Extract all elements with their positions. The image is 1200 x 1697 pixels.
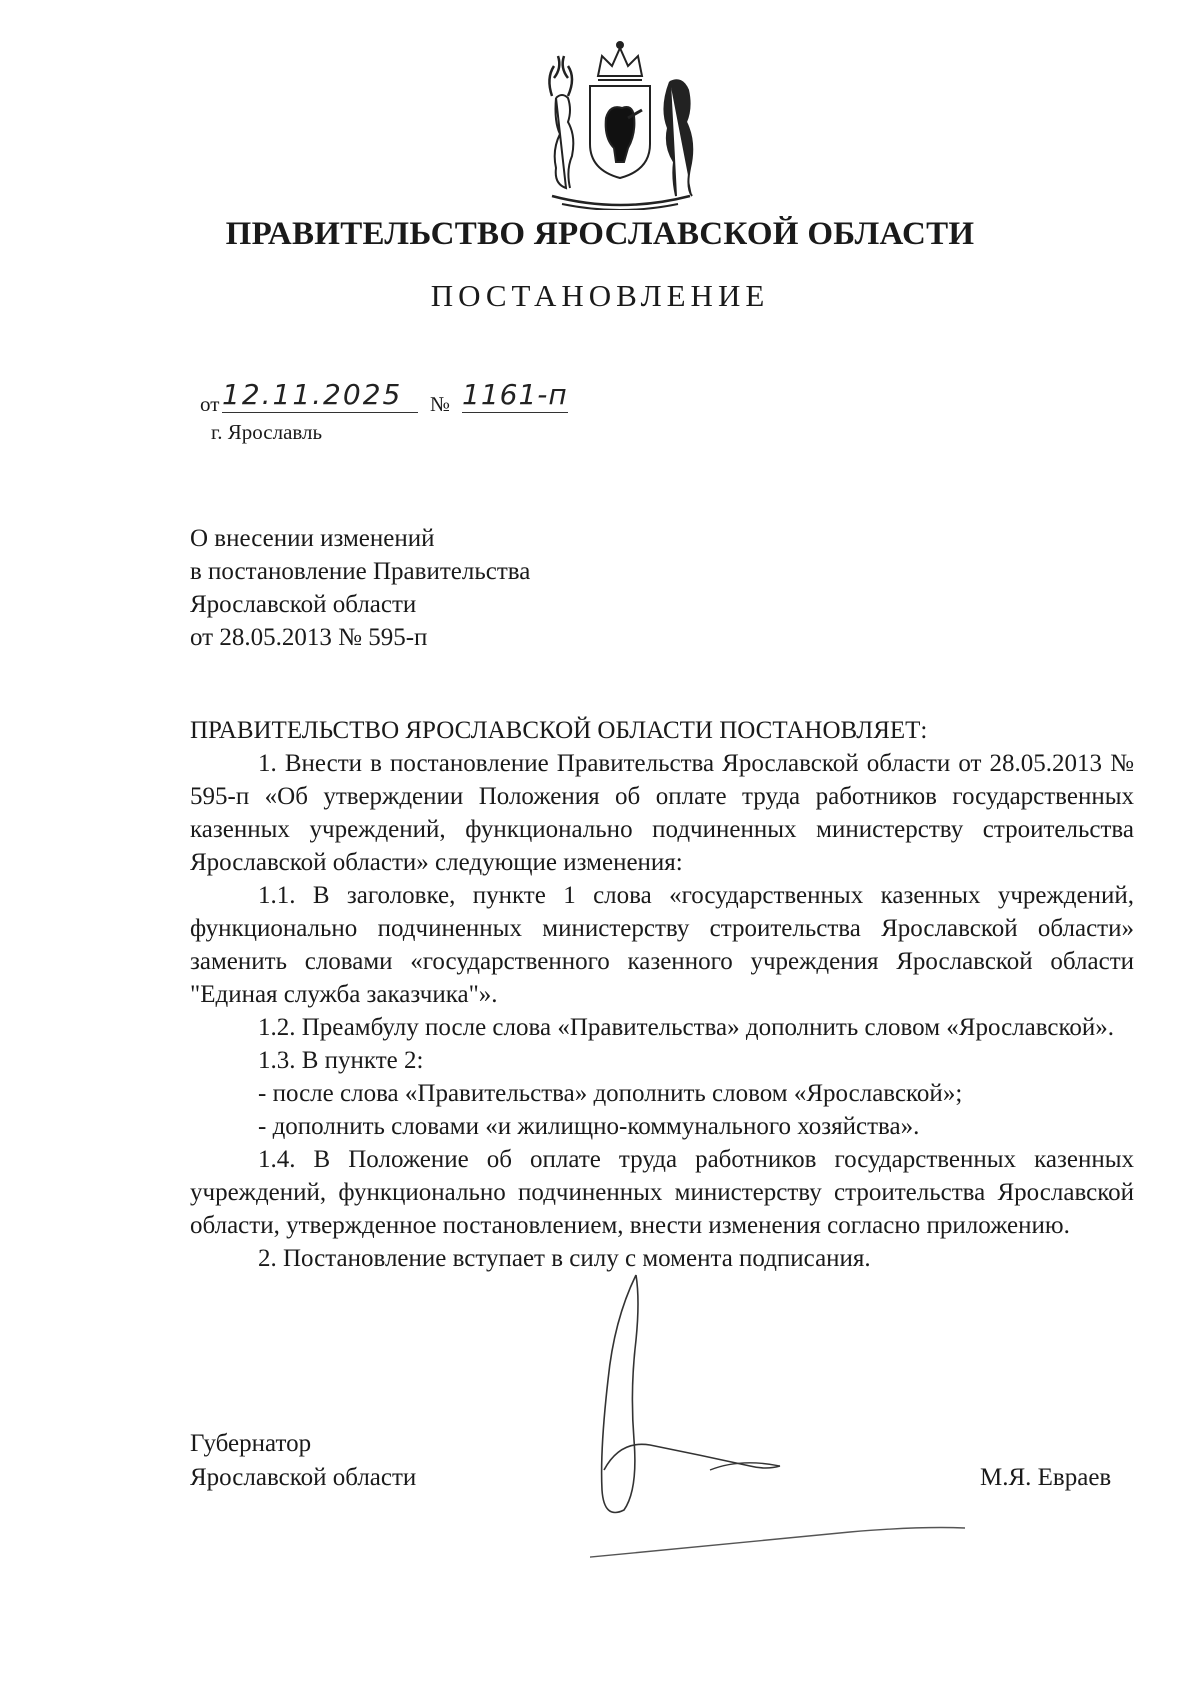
paragraph: 1.4. В Положение об оплате труда работников государственных казенных учреждений, функционально подчиненных министерству строительства Ярославской области, утвержденное постановлением, внести изменения согласно приложению. xyxy=(190,1146,1134,1239)
paragraph: - после слова «Правительства» дополнить словом «Ярославской»; xyxy=(258,1080,963,1107)
number-prefix: № xyxy=(430,392,451,416)
city: г. Ярославль xyxy=(211,420,323,444)
coat-of-arms-icon xyxy=(532,38,708,210)
subject-line: в постановление Правительства xyxy=(190,558,531,585)
registration-line xyxy=(200,378,720,424)
body-heading: ПРАВИТЕЛЬСТВО ЯРОСЛАВСКОЙ ОБЛАСТИ ПОСТАНОВЛЯЕТ: xyxy=(190,717,928,744)
signatory-position xyxy=(190,1427,416,1495)
document-body xyxy=(190,714,1134,1275)
position-line: Губернатор xyxy=(190,1430,312,1457)
paragraph: 1. Внести в постановление Правительства Ярославской области от 28.05.2013 № 595-п «Об утверждении Положения об оплате труда работников государственных казенных учреждений, функционально подчиненных министерству строительства Ярославской области» следующие изменения: xyxy=(190,750,1134,876)
paragraph: 1.3. В пункте 2: xyxy=(258,1047,424,1074)
paragraph: 2. Постановление вступает в силу с момента подписания. xyxy=(258,1245,871,1272)
number-value: 1161-п xyxy=(462,378,568,411)
handwritten-signature-icon xyxy=(590,1270,1060,1570)
subject-line: Ярославской области xyxy=(190,591,417,618)
date-prefix: от xyxy=(200,392,220,416)
document-type: ПОСТАНОВЛЕНИЕ xyxy=(430,278,770,313)
signatory-name: М.Я. Евраев xyxy=(980,1464,1112,1491)
paragraph: 1.1. В заголовке, пункте 1 слова «государственных казенных учреждений, функционально подчиненных министерству строительства Ярославской области» заменить словами «государственного казенного учреждения Ярославской области "Единая служба заказчика"». xyxy=(190,882,1134,1008)
date-value: 12.11.2025 xyxy=(222,378,418,413)
subject-line: О внесении изменений xyxy=(190,525,435,552)
government-title: ПРАВИТЕЛЬСТВО ЯРОСЛАВСКОЙ ОБЛАСТИ xyxy=(225,216,975,252)
position-line: Ярославской области xyxy=(190,1464,417,1491)
subject xyxy=(190,522,530,654)
paragraph: - дополнить словами «и жилищно-коммунального хозяйства». xyxy=(258,1113,920,1140)
paragraph: 1.2. Преамбулу после слова «Правительства» дополнить словом «Ярославской». xyxy=(258,1014,1115,1041)
subject-line: от 28.05.2013 № 595-п xyxy=(190,624,428,651)
